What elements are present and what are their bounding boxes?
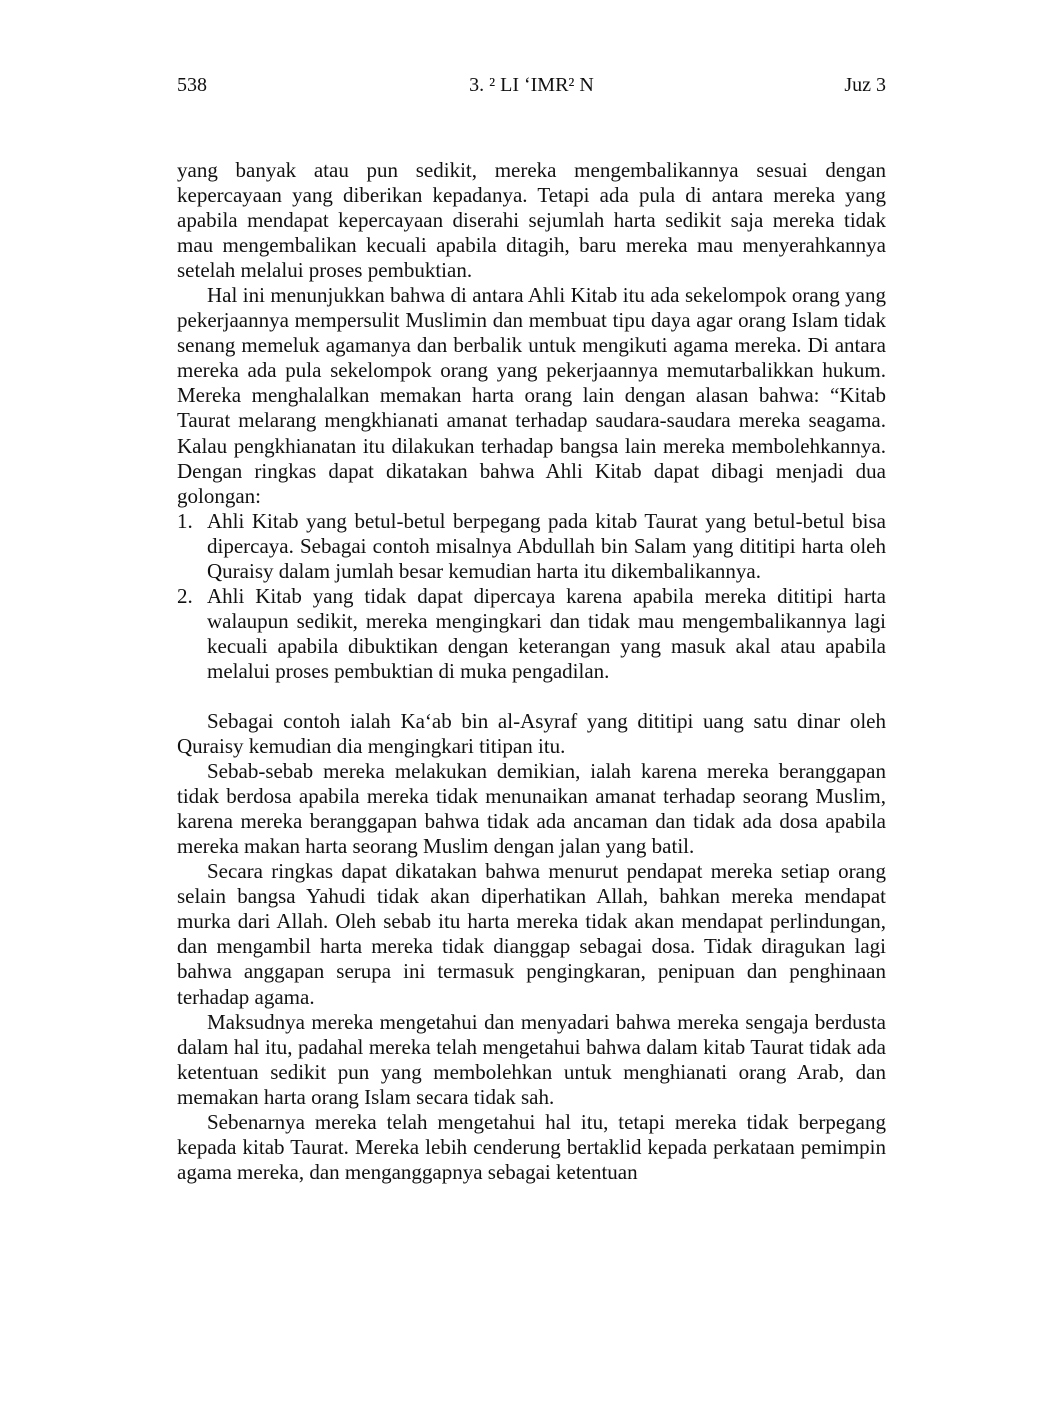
list-number: 2. — [177, 583, 193, 608]
list-number: 1. — [177, 508, 193, 533]
page-body — [177, 158, 886, 1185]
list-text: Ahli Kitab yang tidak dapat dipercaya karena apabila mereka dititipi harta walaupun sedikit, mereka mengingkari dan tidak mau mengembalikannya lagi kecuali apabila dibuktikan dengan keterangan yang masuk akal atau apabila melalui proses pembuktian di muka pengadilan. — [207, 583, 886, 683]
paragraph: Secara ringkas dapat dikatakan bahwa menurut pendapat mereka setiap orang selain bangsa Yahudi tidak akan diperhatikan Allah, bahkan mereka mendapat murka dari Allah. Oleh sebab itu harta mereka tidak akan mendapat perlindungan, dan mengambil harta mereka tidak dianggap sebagai dosa. Tidak diragukan lagi bahwa anggapan serupa ini termasuk pengingkaran, penipuan dan penghinaan terhadap agama. — [177, 859, 886, 1009]
list-text: Ahli Kitab yang betul-betul berpegang pada kitab Taurat yang betul-betul bisa dipercaya. Sebagai contoh misalnya Abdullah bin Salam yang dititipi harta oleh Quraisy dalam jumlah besar kemudian harta itu dikembalikannya. — [207, 508, 886, 583]
paragraph: Sebenarnya mereka telah mengetahui hal itu, tetapi mereka tidak berpegang kepada kitab Taurat. Mereka lebih cenderung bertaklid kepada perkataan pemimpin agama mereka, dan menganggapnya sebagai ketentuan — [177, 1109, 886, 1184]
paragraph: Hal ini menunjukkan bahwa di antara Ahli Kitab itu ada sekelompok orang yang pekerjaannya mempersulit Muslimin dan membuat tipu daya agar orang Islam tidak senang memeluk agamanya dan berbalik untuk mengikuti agama mereka. Di antara mereka ada pula sekelompok orang yang pekerjaannya memutarbalikkan hukum. Mereka menghalalkan memakan harta orang lain dengan alasan bahwa: “Kitab Taurat melarang mengkhianati amanat terhadap saudara-saudara mereka seagama. Kalau pengkhianatan itu dilakukan terhadap bangsa lain mereka membolehkannya. Dengan ringkas dapat dikatakan bahwa Ahli Kitab dapat dibagi menjadi dua golongan: — [177, 283, 886, 508]
chapter-title: 3. ² LI ‘IMR² N — [469, 74, 594, 96]
list-item — [177, 509, 886, 584]
page-number: 538 — [177, 74, 207, 96]
paragraph: yang banyak atau pun sedikit, mereka mengembalikannya sesuai dengan kepercayaan yang diberikan kepadanya. Tetapi ada pula di antara mereka yang apabila mendapat kepercayaan diserahi sejumlah harta sedikit saja mereka tidak mau mengembalikan kecuali apabila ditagih, baru mereka mau menyerahkannya setelah melalui proses pembuktian. — [177, 158, 886, 283]
paragraph: Sebab-sebab mereka melakukan demikian, ialah karena mereka beranggapan tidak berdosa apabila mereka tidak menunaikan amanat terhadap seorang Muslim, karena mereka beranggapan bahwa tidak ada ancaman dan tidak ada dosa apabila mereka makan harta seorang Muslim dengan jalan yang batil. — [177, 759, 886, 859]
list-item — [177, 584, 886, 684]
paragraph: Sebagai contoh ialah Ka‘ab bin al-Asyraf yang dititipi uang satu dinar oleh Quraisy kemudian dia mengingkari titipan itu. — [177, 708, 886, 759]
numbered-list — [177, 509, 886, 684]
juz-label: Juz 3 — [844, 74, 886, 96]
page-header — [177, 72, 886, 98]
paragraph: Maksudnya mereka mengetahui dan menyadari bahwa mereka sengaja berdusta dalam hal itu, padahal mereka telah mengetahui bahwa dalam kitab Taurat tidak ada ketentuan sedikit pun yang membolehkan untuk menghianati orang Arab, dan memakan harta orang Islam secara tidak sah. — [177, 1009, 886, 1109]
